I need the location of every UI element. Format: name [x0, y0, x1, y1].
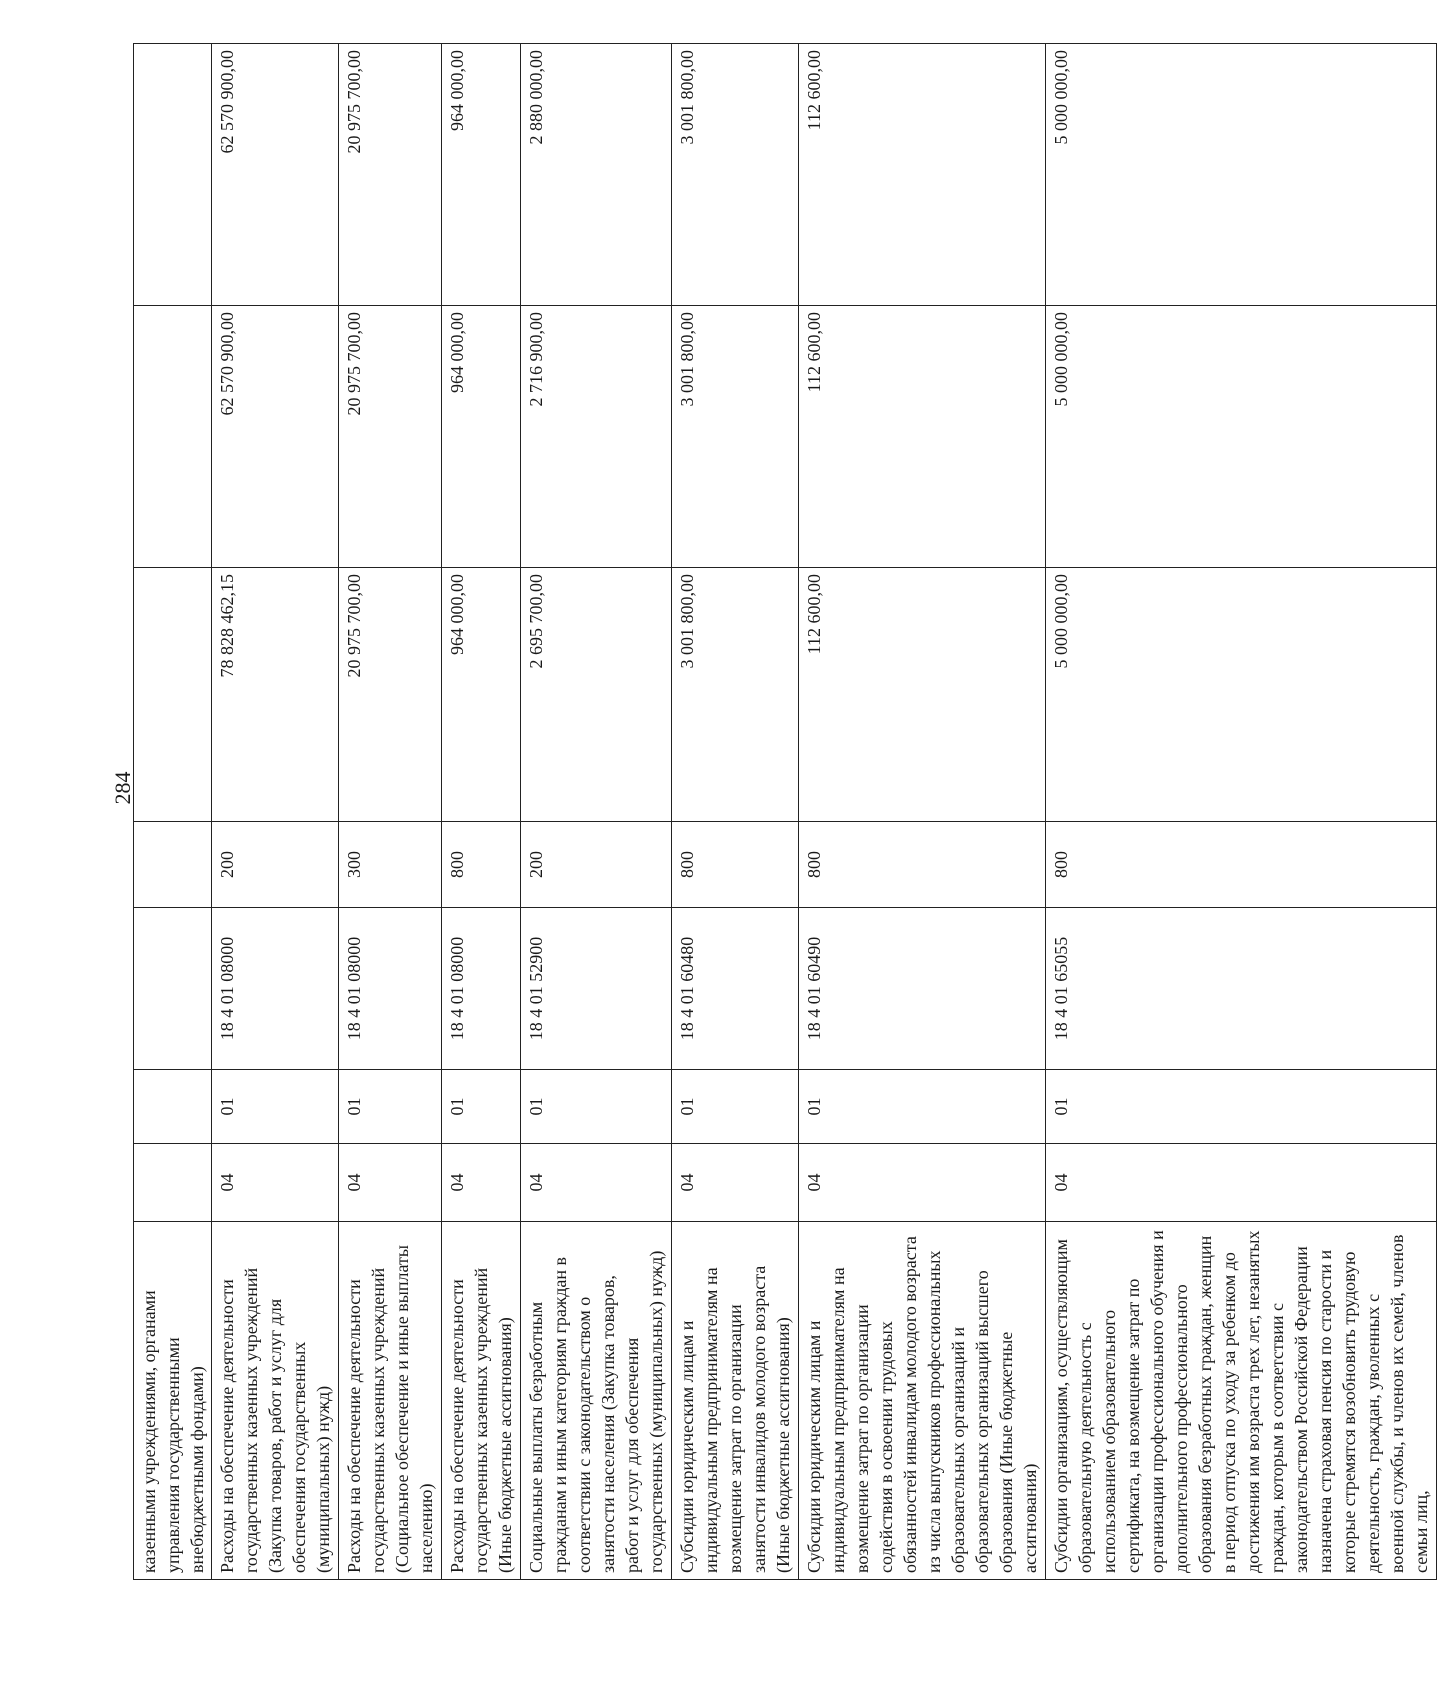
vr-cell: 800	[799, 822, 1046, 908]
table-row	[799, 44, 1046, 1580]
sum3-cell: 964 000,00	[442, 44, 521, 306]
table-row	[672, 44, 799, 1580]
sum2-cell: 112 600,00	[799, 306, 1046, 568]
csr-cell: 18 4 01 60490	[799, 908, 1046, 1070]
sum3-cell: 2 880 000,00	[521, 44, 672, 306]
rz-cell: 04	[799, 1144, 1046, 1222]
row-description: Субсидии организациям, осуществляющим образовательную деятельность с использованием образовательного сертификата, на возмещение затрат по организации профессионального обучения и дополнительного профессионального образования безработных граждан, женщин в период отпуска по уходу за ребенком до достижения им возраста трех лет, незанятых граждан, которым в соответствии с законодательством Российской Федерации назначена страховая пенсия по старости и которые стремятся возобновить трудовую деятельность, граждан, уволенных с военной службы, и членов их семей, членов семьи лиц,	[1046, 1222, 1437, 1580]
rz-cell: 04	[212, 1144, 339, 1222]
csr-cell: 18 4 01 65055	[1046, 908, 1437, 1070]
table-row	[212, 44, 339, 1580]
vr-cell: 300	[339, 822, 442, 908]
vr-cell: 800	[442, 822, 521, 908]
row-description: казенными учреждениями, органами управления государственными внебюджетными фондами)	[134, 1222, 212, 1580]
vr-cell: 200	[212, 822, 339, 908]
row-description: Социальные выплаты безработным гражданам и иным категориям граждан в соответствии с законодательством о занятости населения (Закупка товаров, работ и услуг для обеспечения государственных (муниципальных) нужд)	[521, 1222, 672, 1580]
pr-cell: 01	[799, 1070, 1046, 1144]
page-number: 284	[110, 771, 135, 805]
vr-cell	[134, 822, 212, 908]
sum1-cell: 78 828 462,15	[212, 568, 339, 822]
csr-cell: 18 4 01 08000	[212, 908, 339, 1070]
sum1-cell: 5 000 000,00	[1046, 568, 1437, 822]
table-row	[134, 44, 212, 1580]
sum2-cell: 62 570 900,00	[212, 306, 339, 568]
rz-cell: 04	[339, 1144, 442, 1222]
pr-cell	[134, 1070, 212, 1144]
sum2-cell: 3 001 800,00	[672, 306, 799, 568]
pr-cell: 01	[521, 1070, 672, 1144]
rotated-table-container	[133, 44, 1431, 1580]
pr-cell: 01	[442, 1070, 521, 1144]
sum2-cell: 20 975 700,00	[339, 306, 442, 568]
rz-cell: 04	[521, 1144, 672, 1222]
vr-cell: 200	[521, 822, 672, 908]
budget-table	[133, 43, 1437, 1580]
csr-cell: 18 4 01 08000	[339, 908, 442, 1070]
sum2-cell: 5 000 000,00	[1046, 306, 1437, 568]
sum3-cell: 112 600,00	[799, 44, 1046, 306]
sum1-cell	[134, 568, 212, 822]
sum1-cell: 20 975 700,00	[339, 568, 442, 822]
sum2-cell	[134, 306, 212, 568]
sum3-cell	[134, 44, 212, 306]
rz-cell	[134, 1144, 212, 1222]
sum3-cell: 20 975 700,00	[339, 44, 442, 306]
sum3-cell: 5 000 000,00	[1046, 44, 1437, 306]
csr-cell	[134, 908, 212, 1070]
csr-cell: 18 4 01 60480	[672, 908, 799, 1070]
rz-cell: 04	[1046, 1144, 1437, 1222]
rz-cell: 04	[442, 1144, 521, 1222]
vr-cell: 800	[672, 822, 799, 908]
row-description: Расходы на обеспечение деятельности государственных казенных учреждений (Иные бюджетные ассигнования)	[442, 1222, 521, 1580]
sum2-cell: 2 716 900,00	[521, 306, 672, 568]
vr-cell: 800	[1046, 822, 1437, 908]
table-row	[1046, 44, 1437, 1580]
pr-cell: 01	[339, 1070, 442, 1144]
sum3-cell: 3 001 800,00	[672, 44, 799, 306]
row-description: Расходы на обеспечение деятельности государственных казенных учреждений (Социальное обеспечение и иные выплаты населению)	[339, 1222, 442, 1580]
sum2-cell: 964 000,00	[442, 306, 521, 568]
pr-cell: 01	[672, 1070, 799, 1144]
row-description: Расходы на обеспечение деятельности государственных казенных учреждений (Закупка товаров, работ и услуг для обеспечения государственных (муниципальных) нужд)	[212, 1222, 339, 1580]
sum3-cell: 62 570 900,00	[212, 44, 339, 306]
table-row	[442, 44, 521, 1580]
pr-cell: 01	[212, 1070, 339, 1144]
sum1-cell: 3 001 800,00	[672, 568, 799, 822]
sum1-cell: 112 600,00	[799, 568, 1046, 822]
sum1-cell: 964 000,00	[442, 568, 521, 822]
csr-cell: 18 4 01 08000	[442, 908, 521, 1070]
pr-cell: 01	[1046, 1070, 1437, 1144]
sum1-cell: 2 695 700,00	[521, 568, 672, 822]
rz-cell: 04	[672, 1144, 799, 1222]
table-row	[339, 44, 442, 1580]
row-description: Субсидии юридическим лицам и индивидуальным предпринимателям на возмещение затрат по организации занятости инвалидов молодого возраста (Иные бюджетные ассигнования)	[672, 1222, 799, 1580]
csr-cell: 18 4 01 52900	[521, 908, 672, 1070]
row-description: Субсидии юридическим лицам и индивидуальным предпринимателям на возмещение затрат по организации содействия в освоении трудовых обязанностей инвалидам молодого возраста из числа выпускников профессиональных образовательных организаций и образовательных организаций высшего образования (Иные бюджетные ассигнования)	[799, 1222, 1046, 1580]
table-row	[521, 44, 672, 1580]
